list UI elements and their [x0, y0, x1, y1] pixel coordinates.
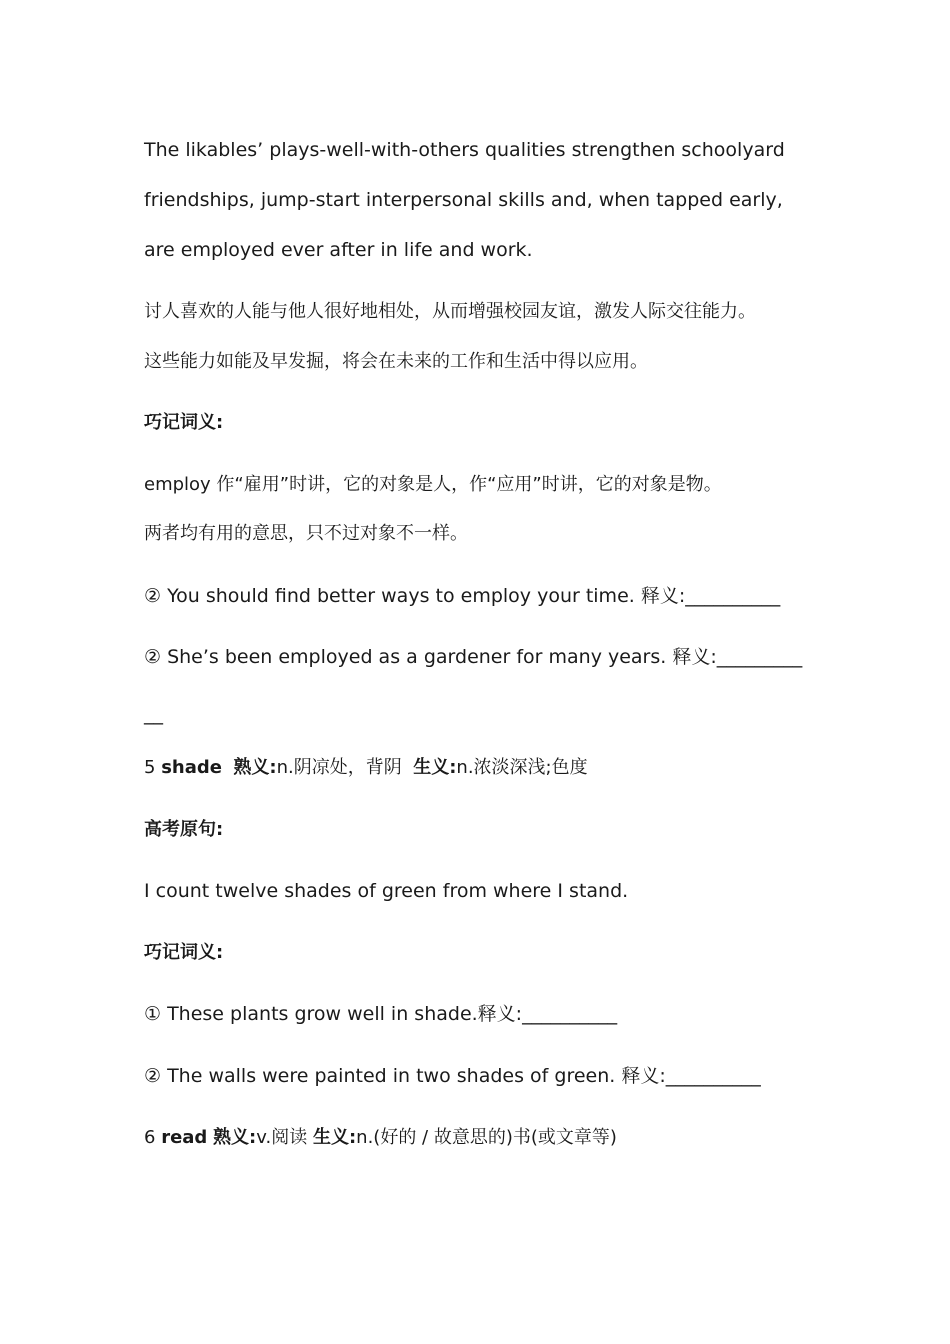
- exam-heading: 高考原句:: [144, 819, 224, 840]
- shade-example-2: ② The walls were painted in two shades of green. 释义:__________: [144, 1065, 761, 1087]
- new-label: 生义:: [312, 1127, 357, 1148]
- new-meaning: n.浓淡深浅;色度: [456, 757, 588, 778]
- employ-example-1: ② You should find better ways to employ your time. 释义:__________: [144, 585, 781, 607]
- familiar-meaning: n.阴凉处，背阴: [276, 757, 402, 778]
- exam-sentence: I count twelve shades of green from where I stand.: [144, 880, 629, 902]
- shade-entry: [144, 755, 588, 781]
- english-paragraph-line-3: are employed ever after in life and work.: [144, 239, 533, 261]
- familiar-label: 熟义:: [213, 1127, 257, 1148]
- new-meaning: n.(好的 / 故意思的)书(或文章等): [356, 1127, 617, 1148]
- new-label: 生义:: [413, 757, 457, 778]
- shade-example-1: ① These plants grow well in shade.释义:__________: [144, 1003, 618, 1025]
- read-entry: [144, 1125, 617, 1151]
- entry-number: 6: [144, 1127, 156, 1148]
- tips-heading: 巧记词义:: [144, 412, 224, 433]
- employ-example-2-blank-continued: __: [144, 703, 163, 725]
- entry-word: shade: [161, 757, 222, 778]
- chinese-translation-line-2: 这些能力如能及早发掘，将会在未来的工作和生活中得以应用。: [144, 351, 648, 372]
- english-paragraph-line-2: friendships, jump-start interpersonal skills and, when tapped early,: [144, 189, 783, 211]
- familiar-meaning: v.阅读: [256, 1127, 308, 1148]
- tips-heading-2: 巧记词义:: [144, 942, 224, 963]
- employ-example-2: ② She’s been employed as a gardener for many years. 释义:_________: [144, 646, 803, 668]
- entry-number: 5: [144, 757, 156, 778]
- english-paragraph-line-1: The likables’ plays-well-with-others qualities strengthen schoolyard: [144, 139, 785, 161]
- entry-word: read: [161, 1127, 208, 1148]
- chinese-translation-line-1: 讨人喜欢的人能与他人很好地相处，从而增强校园友谊，激发人际交往能力。: [144, 301, 756, 322]
- employ-tip-line-1: employ 作“雇用”时讲，它的对象是人，作“应用”时讲，它的对象是物。: [144, 474, 722, 495]
- employ-tip-line-2: 两者均有用的意思，只不过对象不一样。: [144, 523, 468, 544]
- familiar-label: 熟义:: [233, 757, 277, 778]
